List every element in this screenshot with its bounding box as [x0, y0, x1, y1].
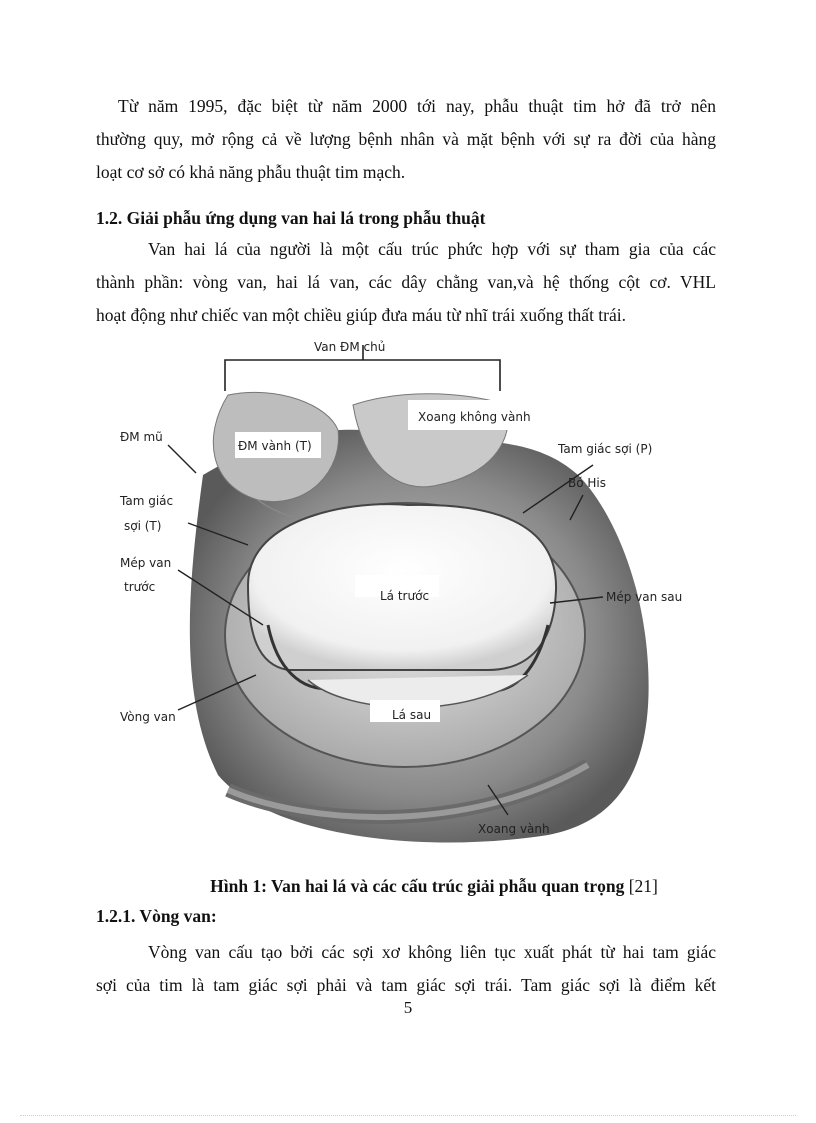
- label-vong-van: Vòng van: [120, 710, 176, 724]
- page-number: 5: [403, 998, 413, 1017]
- label-van-dm-chu: Van ĐM chủ: [314, 340, 386, 354]
- label-la-truoc: Lá trước: [380, 589, 430, 603]
- page-bottom-divider: [20, 1115, 796, 1116]
- label-mep-van: Mép van: [120, 556, 172, 570]
- label-mep-van-sau: Mép van sau: [606, 590, 683, 604]
- label-la-sau: Lá sau: [392, 708, 432, 722]
- caption-title: Hình 1: Van hai lá và các cấu trúc giải phẫu quan trọng: [210, 876, 625, 896]
- subsection-heading: 1.2.1. Vòng van:: [96, 906, 217, 926]
- subsection-line: sợi của tim là tam giác sợi phải và tam giác sợi trái. Tam giác sợi là điểm kết: [96, 975, 716, 995]
- label-soi-t: sợi (T): [124, 519, 162, 533]
- intro-paragraph: [96, 90, 716, 189]
- subsection-line: Vòng van cấu tạo bởi các sợi xơ không liên tục xuất phát từ hai tam giác: [148, 942, 716, 962]
- mitral-valve-illustration: [108, 335, 708, 865]
- section-paragraph: [96, 233, 716, 332]
- subsection-paragraph: [96, 936, 716, 1002]
- label-bo-his: Bó His: [568, 476, 606, 490]
- intro-line: Từ năm 1995, đặc biệt từ năm 2000 tới nay, phẫu thuật tim hở đã trở nên: [118, 96, 716, 116]
- caption-reference: [21]: [628, 876, 658, 896]
- section-line: Van hai lá của người là một cấu trúc phức hợp với sự tham gia của các: [148, 239, 716, 259]
- section-heading: 1.2. Giải phẫu ứng dụng van hai lá trong phẫu thuật: [96, 208, 486, 228]
- label-xoang-khong-vanh: Xoang không vành: [418, 410, 531, 424]
- label-truoc: trước: [124, 580, 156, 594]
- label-dm-mu: ĐM mũ: [120, 430, 163, 444]
- label-tam-giac-soi-p: Tam giác sợi (P): [558, 442, 653, 456]
- section-line: hoạt động như chiếc van một chiều giúp đưa máu từ nhĩ trái xuống thất trái.: [96, 305, 626, 325]
- label-dm-vanh-t: ĐM vành (T): [238, 439, 312, 453]
- label-tam-giac: Tam giác: [120, 494, 174, 508]
- mitral-valve-figure: [108, 335, 708, 865]
- intro-line: thường quy, mở rộng cả về lượng bệnh nhân và mặt bệnh với sự ra đời của hàng: [96, 129, 716, 149]
- label-xoang-vanh: Xoang vành: [478, 822, 550, 836]
- section-line: thành phần: vòng van, hai lá van, các dây chằng van,và hệ thống cột cơ. VHL: [96, 272, 716, 292]
- intro-line: loạt cơ sở có khả năng phẫu thuật tim mạch.: [96, 162, 406, 182]
- figure-caption: [96, 876, 772, 897]
